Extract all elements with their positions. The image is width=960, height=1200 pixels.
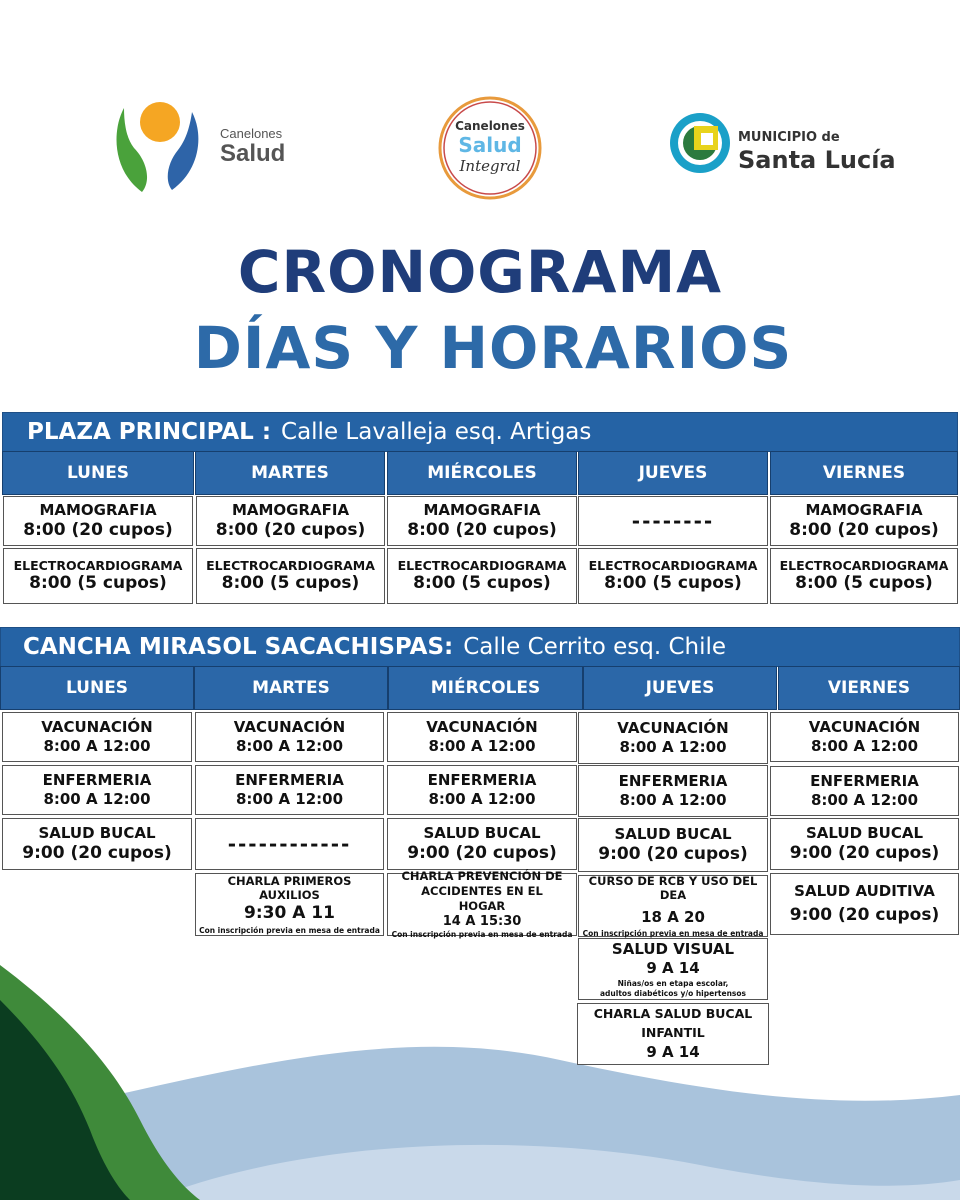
cell-salud-bucal (387, 818, 577, 870)
cell-enfermeria (195, 765, 384, 815)
cell-electrocardiograma (387, 548, 577, 604)
cell-vacunacion (2, 712, 192, 762)
day-header-lunes: LUNES (0, 666, 194, 710)
cell-time: 8:00 (5 cupos) (221, 573, 360, 594)
cell-title: ENFERMERIA (427, 771, 537, 790)
section-cancha-mirasol-header (0, 627, 960, 667)
cell-time: 8:00 (20 cupos) (789, 519, 939, 540)
cell-title: VACUNACIÓN (808, 718, 921, 737)
cell-salud-bucal (2, 818, 192, 870)
municipio-label: MUNICIPIO de (738, 130, 840, 145)
cell-curso-rcb-dea (578, 875, 768, 937)
cell-time: 8:00 (20 cupos) (407, 519, 557, 540)
page-title: CRONOGRAMA (237, 238, 723, 306)
cell-salud-bucal (578, 818, 768, 872)
cell-note: Niñas/os en etapa escolar, (617, 979, 729, 989)
day-header-miercoles: MIÉRCOLES (387, 451, 577, 495)
cell-salud-auditiva (770, 873, 959, 935)
integral-integral-label: Integral (459, 157, 521, 175)
cell-title: ELECTROCARDIOGRAMA (13, 557, 183, 573)
cell-time: 8:00 A 12:00 (43, 737, 151, 755)
cell-time: 18 A 20 (641, 908, 705, 927)
cell-title: CHARLA PRIMEROS AUXILIOS (227, 873, 352, 903)
cell-title: ELECTROCARDIOGRAMA (206, 557, 375, 573)
cell-time: 8:00 (20 cupos) (23, 519, 173, 540)
cell-title: VACUNACIÓN (617, 719, 729, 738)
cell-title: SALUD BUCAL (614, 825, 732, 843)
cell-vacunacion (770, 712, 959, 762)
cell-time: 8:00 A 12:00 (235, 737, 344, 755)
cell-time: 14 A 15:30 (442, 914, 522, 930)
section-address: Calle Cerrito esq. Chile (463, 634, 727, 660)
cell-time: 9 A 14 (646, 1043, 700, 1062)
cell-time: 8:00 A 12:00 (810, 791, 919, 809)
cell-charla-salud-bucal-infantil (577, 1003, 769, 1065)
canelones-salud-logo (112, 100, 312, 195)
cell-vacunacion (387, 712, 577, 762)
cell-time: 9 A 14 (646, 958, 700, 977)
cell-enfermeria (770, 766, 959, 816)
page-subtitle: DÍAS Y HORARIOS (193, 314, 793, 382)
section-plaza-principal-header (2, 412, 958, 452)
cell-title: SALUD AUDITIVA (794, 882, 935, 900)
cell-mamografia (3, 496, 193, 546)
integral-salud-label: Salud (458, 133, 522, 157)
cell-vacunacion (195, 712, 384, 762)
cell-title: CHARLA SALUD BUCAL (593, 1006, 753, 1021)
cell-title: SALUD BUCAL (805, 824, 924, 842)
cell-charla-primeros-auxilios (195, 873, 384, 936)
cell-title: CHARLA PREVENCIÓN DE ACCIDENTES EN EL HOGAR (401, 869, 563, 914)
cell-time: 8:00 A 12:00 (619, 791, 727, 809)
cell-title: MAMOGRAFIA (231, 501, 350, 519)
cell-mamografia (196, 496, 385, 546)
salud-label: Salud (220, 140, 286, 167)
cell-time: 8:00 A 12:00 (428, 790, 536, 808)
cell-mamografia (387, 496, 577, 546)
cell-time: 8:00 (5 cupos) (795, 573, 933, 594)
cell-electrocardiograma (196, 548, 385, 604)
cell-title: ELECTROCARDIOGRAMA (397, 557, 567, 573)
day-header-viernes: VIERNES (770, 451, 958, 495)
cell-time: 9:30 A 11 (244, 902, 335, 923)
cell-title: ENFERMERIA (235, 771, 344, 790)
cell-time: 8:00 (5 cupos) (413, 573, 551, 594)
cell-salud-bucal (770, 818, 959, 870)
cell-dash: -------- (631, 508, 715, 533)
cell-electrocardiograma (578, 548, 768, 604)
cell-time: 8:00 (20 cupos) (215, 519, 366, 540)
cell-time: 9:00 (20 cupos) (407, 842, 557, 863)
cell-note: Con inscripción previa en mesa de entrada (582, 929, 764, 939)
cell-electrocardiograma (3, 548, 193, 604)
cell-time: 8:00 A 12:00 (428, 737, 536, 755)
cell-mamografia (770, 496, 958, 546)
cell-note-2: adultos diabéticos y/o hipertensos (600, 988, 746, 998)
cell-enfermeria (2, 765, 192, 815)
cell-enfermeria (387, 765, 577, 815)
cell-vacunacion (578, 712, 768, 764)
cell-title: VACUNACIÓN (426, 718, 538, 737)
cell-time: 8:00 (5 cupos) (29, 573, 167, 594)
cell-title: SALUD VISUAL (611, 939, 735, 958)
day-header-viernes: VIERNES (778, 666, 960, 710)
cell-title: VACUNACIÓN (233, 718, 346, 737)
cell-title: ENFERMERIA (810, 772, 919, 791)
cell-time: 8:00 A 12:00 (810, 737, 919, 755)
cell-enfermeria (578, 765, 768, 817)
section-name: PLAZA PRINCIPAL : (27, 419, 272, 445)
salud-integral-logo (437, 95, 543, 201)
section-name: CANCHA MIRASOL SACACHISPAS: (23, 634, 454, 660)
day-header-lunes: LUNES (2, 451, 194, 495)
cell-electrocardiograma (770, 548, 958, 604)
santa-lucia-label: Santa Lucía (738, 146, 896, 174)
cell-empty (578, 496, 768, 546)
cell-title: SALUD BUCAL (423, 824, 541, 842)
cell-empty (195, 818, 384, 870)
cell-title: MAMOGRAFIA (39, 501, 157, 519)
cell-title: VACUNACIÓN (41, 718, 153, 737)
day-header-martes: MARTES (194, 666, 388, 710)
day-header-jueves: JUEVES (578, 451, 768, 495)
cell-time: 8:00 A 12:00 (235, 790, 344, 808)
cell-title: CURSO DE RCB Y USO DEL DEA (588, 873, 758, 902)
cell-note: Con inscripción previa en mesa de entrada (199, 925, 380, 935)
cell-title: SALUD BUCAL (38, 824, 156, 842)
canelones-label: Canelones (220, 126, 283, 141)
cell-time: 9:00 (20 cupos) (598, 843, 748, 864)
cell-dash: ------------ (227, 831, 352, 856)
cell-note: Con inscripción previa en mesa de entrada (391, 930, 573, 940)
santa-lucia-logo (668, 110, 896, 180)
cell-time: 8:00 (5 cupos) (604, 573, 742, 594)
day-header-martes: MARTES (195, 451, 385, 495)
cell-time: 9:00 (20 cupos) (789, 842, 940, 863)
cell-salud-visual (578, 938, 768, 1000)
cell-time: 8:00 A 12:00 (43, 790, 151, 808)
cell-time: 9:00 (20 cupos) (22, 842, 172, 863)
canelones-salud-emblem-icon (112, 100, 202, 195)
section-address: Calle Lavalleja esq. Artigas (281, 419, 592, 445)
cell-time: 9:00 (20 cupos) (789, 904, 940, 925)
cell-title: ENFERMERIA (618, 772, 728, 791)
cell-title: ELECTROCARDIOGRAMA (588, 557, 758, 573)
day-header-miercoles: MIÉRCOLES (388, 666, 583, 710)
cell-title: MAMOGRAFIA (423, 501, 541, 519)
cell-title-2: INFANTIL (641, 1024, 705, 1040)
cell-title: MAMOGRAFIA (805, 501, 923, 519)
cell-title: ELECTROCARDIOGRAMA (779, 557, 949, 573)
santa-lucia-emblem-icon (668, 110, 732, 176)
cell-title: ENFERMERIA (42, 771, 152, 790)
day-header-jueves: JUEVES (583, 666, 777, 710)
integral-canelones-label: Canelones (455, 119, 525, 133)
cell-time: 8:00 A 12:00 (619, 738, 727, 756)
cell-charla-prevencion-accidentes (387, 869, 577, 940)
